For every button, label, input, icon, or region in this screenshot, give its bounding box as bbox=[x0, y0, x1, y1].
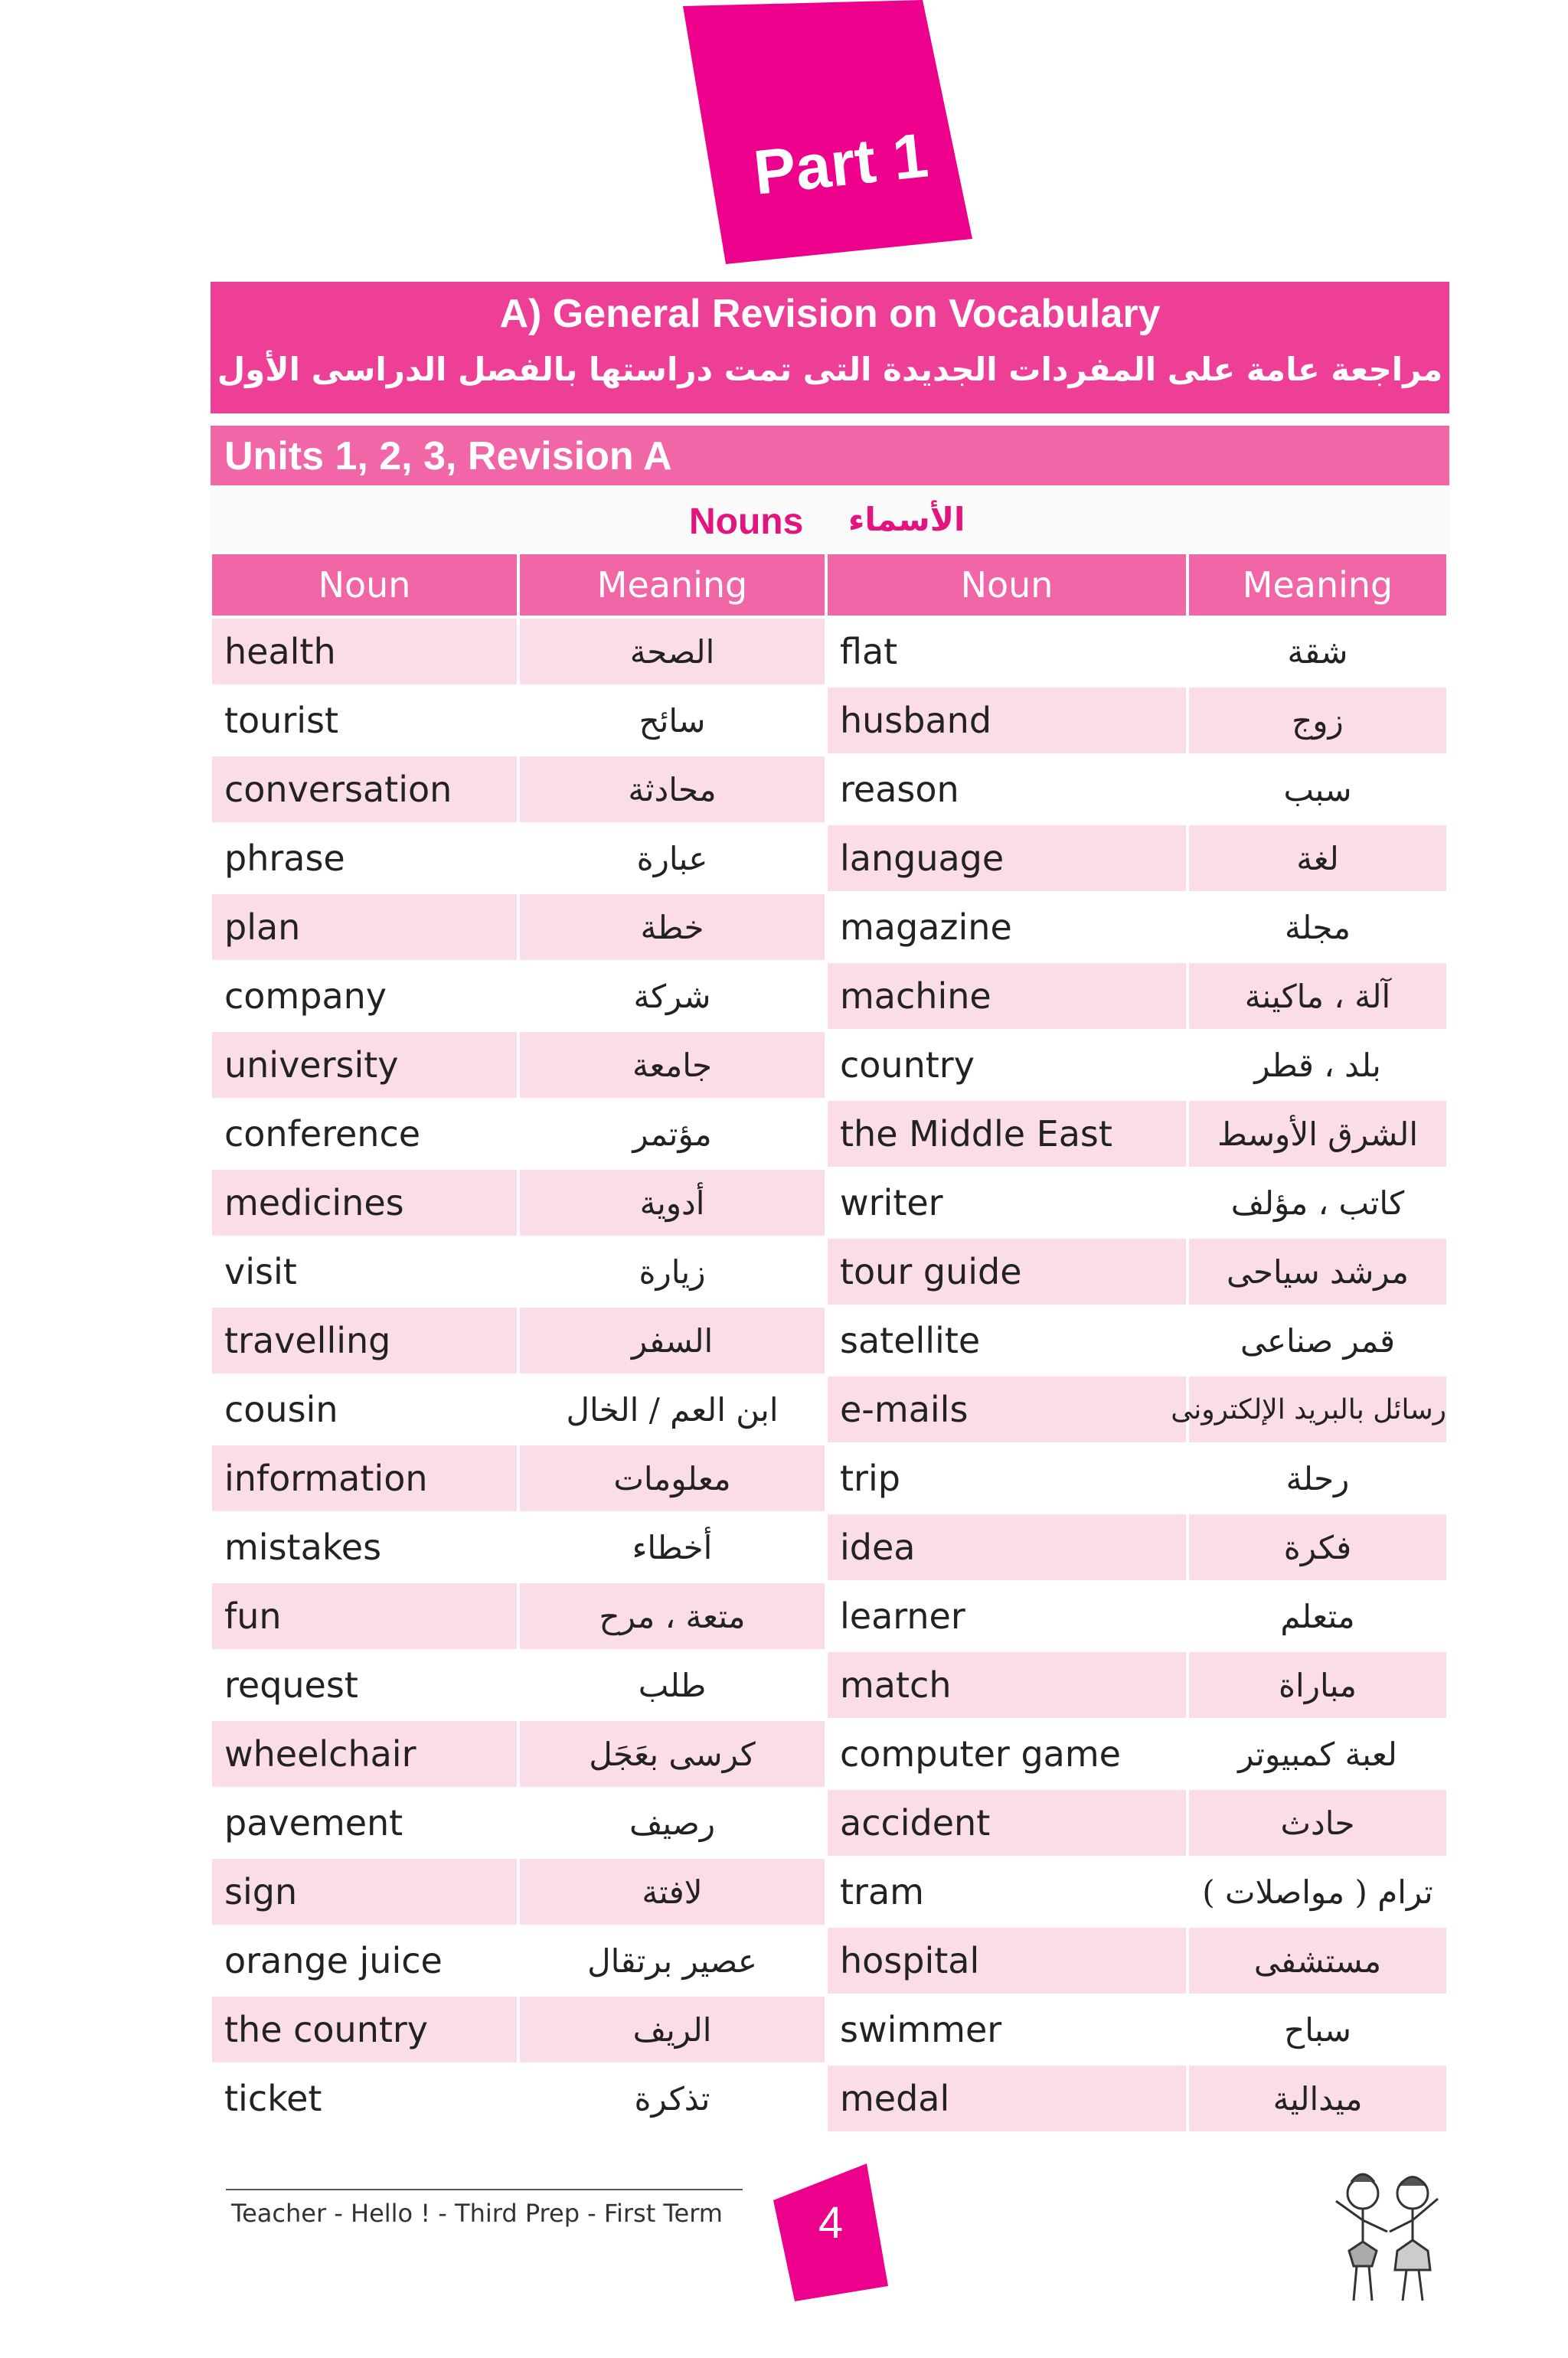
table-row bbox=[212, 894, 1446, 960]
header-meaning-right: Meaning bbox=[1189, 554, 1446, 616]
meaning-cell: مؤتمر bbox=[520, 1101, 825, 1167]
noun-cell: hospital bbox=[828, 1928, 1186, 1994]
noun-cell: company bbox=[212, 963, 517, 1029]
table-row bbox=[212, 1101, 1446, 1167]
noun-cell: wheelchair bbox=[212, 1721, 517, 1787]
table-row bbox=[212, 1239, 1446, 1305]
meaning-cell: لعبة كمبيوتر bbox=[1189, 1721, 1446, 1787]
noun-cell: swimmer bbox=[828, 1997, 1186, 2062]
noun-cell: plan bbox=[212, 894, 517, 960]
noun-cell: sign bbox=[212, 1859, 517, 1925]
meaning-cell: ترام ( مواصلات ) bbox=[1189, 1859, 1446, 1925]
noun-cell: request bbox=[212, 1652, 517, 1718]
meaning-cell: جامعة bbox=[520, 1032, 825, 1098]
meaning-cell: فكرة bbox=[1189, 1514, 1446, 1580]
noun-cell: medal bbox=[828, 2066, 1186, 2131]
meaning-cell: السفر bbox=[520, 1308, 825, 1373]
noun-cell: match bbox=[828, 1652, 1186, 1718]
noun-cell: country bbox=[828, 1032, 1186, 1098]
meaning-cell: الشرق الأوسط bbox=[1189, 1101, 1446, 1167]
header-noun-left: Noun bbox=[212, 554, 517, 616]
meaning-cell: عصير برتقال bbox=[520, 1928, 825, 1994]
meaning-cell: مستشفى bbox=[1189, 1928, 1446, 1994]
table-row bbox=[212, 1445, 1446, 1511]
nouns-strip bbox=[211, 490, 1449, 551]
header-noun-right: Noun bbox=[828, 554, 1186, 616]
meaning-cell: حادث bbox=[1189, 1790, 1446, 1856]
meaning-cell: مباراة bbox=[1189, 1652, 1446, 1718]
meaning-cell: قمر صناعى bbox=[1189, 1308, 1446, 1373]
nouns-label-ar: الأسماء bbox=[848, 501, 965, 538]
meaning-cell: آلة ، ماكينة bbox=[1189, 963, 1446, 1029]
table-row bbox=[212, 2066, 1446, 2131]
table-row bbox=[212, 1721, 1446, 1787]
noun-cell: conference bbox=[212, 1101, 517, 1167]
meaning-cell: زيارة bbox=[520, 1239, 825, 1305]
meaning-cell: الريف bbox=[520, 1997, 825, 2062]
noun-cell: magazine bbox=[828, 894, 1186, 960]
noun-cell: satellite bbox=[828, 1308, 1186, 1373]
table-row bbox=[212, 1583, 1446, 1649]
table-header-row bbox=[212, 554, 1446, 616]
footer-text: Teacher - Hello ! - Third Prep - First Term bbox=[231, 2199, 723, 2228]
noun-cell: ticket bbox=[212, 2066, 517, 2131]
noun-cell: cousin bbox=[212, 1377, 517, 1442]
table-row bbox=[212, 1514, 1446, 1580]
meaning-cell: ابن العم / الخال bbox=[520, 1377, 825, 1442]
noun-cell: tour guide bbox=[828, 1239, 1186, 1305]
meaning-cell: لافتة bbox=[520, 1859, 825, 1925]
table-row bbox=[212, 1308, 1446, 1373]
table-row bbox=[212, 687, 1446, 753]
noun-cell: husband bbox=[828, 687, 1186, 753]
noun-cell: idea bbox=[828, 1514, 1186, 1580]
meaning-cell: رصيف bbox=[520, 1790, 825, 1856]
meaning-cell: تذكرة bbox=[520, 2066, 825, 2131]
units-bar bbox=[211, 426, 1449, 485]
nouns-label-en: Nouns bbox=[689, 501, 804, 542]
meaning-cell: كرسى بعَجَل bbox=[520, 1721, 825, 1787]
meaning-cell: شقة bbox=[1189, 619, 1446, 684]
noun-cell: language bbox=[828, 825, 1186, 891]
noun-cell: tram bbox=[828, 1859, 1186, 1925]
header-meaning-left: Meaning bbox=[520, 554, 825, 616]
noun-cell: trip bbox=[828, 1445, 1186, 1511]
vocab-table-wrap bbox=[209, 551, 1446, 2134]
meaning-cell: متعة ، مرح bbox=[520, 1583, 825, 1649]
noun-cell: writer bbox=[828, 1170, 1186, 1236]
noun-cell: travelling bbox=[212, 1308, 517, 1373]
meaning-cell: ميدالية bbox=[1189, 2066, 1446, 2131]
noun-cell: university bbox=[212, 1032, 517, 1098]
part-banner bbox=[0, 0, 1568, 276]
noun-cell: information bbox=[212, 1445, 517, 1511]
table-row bbox=[212, 963, 1446, 1029]
noun-cell: e-mails bbox=[828, 1377, 1186, 1442]
noun-cell: pavement bbox=[212, 1790, 517, 1856]
meaning-cell: بلد ، قطر bbox=[1189, 1032, 1446, 1098]
noun-cell: phrase bbox=[212, 825, 517, 891]
meaning-cell: الصحة bbox=[520, 619, 825, 684]
table-row bbox=[212, 1928, 1446, 1994]
table-row bbox=[212, 1997, 1446, 2062]
table-row bbox=[212, 1377, 1446, 1442]
noun-cell: the country bbox=[212, 1997, 517, 2062]
footer-divider bbox=[226, 2189, 743, 2190]
meaning-cell: رسائل بالبريد الإلكترونى bbox=[1189, 1377, 1446, 1442]
table-row bbox=[212, 1032, 1446, 1098]
section-header bbox=[211, 282, 1449, 413]
units-label: Units 1, 2, 3, Revision A bbox=[224, 434, 672, 478]
meaning-cell: عبارة bbox=[520, 825, 825, 891]
part-title: Part 1 bbox=[750, 120, 932, 208]
meaning-cell: مرشد سياحى bbox=[1189, 1239, 1446, 1305]
kids-illustration-icon bbox=[1317, 2159, 1455, 2312]
noun-cell: computer game bbox=[828, 1721, 1186, 1787]
noun-cell: learner bbox=[828, 1583, 1186, 1649]
meaning-cell: خطة bbox=[520, 894, 825, 960]
noun-cell: machine bbox=[828, 963, 1186, 1029]
header-title-ar: مراجعة عامة على المفردات الجديدة التى تمت دراستها بالفصل الدراسى الأول bbox=[217, 351, 1443, 388]
meaning-cell: كاتب ، مؤلف bbox=[1189, 1170, 1446, 1236]
meaning-cell: شركة bbox=[520, 963, 825, 1029]
meaning-cell: أدوية bbox=[520, 1170, 825, 1236]
meaning-cell: متعلم bbox=[1189, 1583, 1446, 1649]
meaning-cell: مجلة bbox=[1189, 894, 1446, 960]
table-row bbox=[212, 1859, 1446, 1925]
table-row bbox=[212, 756, 1446, 822]
noun-cell: accident bbox=[828, 1790, 1186, 1856]
meaning-cell: لغة bbox=[1189, 825, 1446, 891]
table-row bbox=[212, 619, 1446, 684]
meaning-cell: أخطاء bbox=[520, 1514, 825, 1580]
meaning-cell: سباح bbox=[1189, 1997, 1446, 2062]
vocab-table bbox=[209, 551, 1449, 2134]
noun-cell: orange juice bbox=[212, 1928, 517, 1994]
meaning-cell: سبب bbox=[1189, 756, 1446, 822]
noun-cell: tourist bbox=[212, 687, 517, 753]
header-title-en: A) General Revision on Vocabulary bbox=[499, 292, 1161, 336]
noun-cell: reason bbox=[828, 756, 1186, 822]
meaning-cell: طلب bbox=[520, 1652, 825, 1718]
table-row bbox=[212, 1170, 1446, 1236]
meaning-cell: محادثة bbox=[520, 756, 825, 822]
table-row bbox=[212, 825, 1446, 891]
noun-cell: visit bbox=[212, 1239, 517, 1305]
noun-cell: the Middle East bbox=[828, 1101, 1186, 1167]
table-row bbox=[212, 1652, 1446, 1718]
noun-cell: conversation bbox=[212, 756, 517, 822]
table-row bbox=[212, 1790, 1446, 1856]
noun-cell: health bbox=[212, 619, 517, 684]
meaning-cell: زوج bbox=[1189, 687, 1446, 753]
meaning-cell: سائح bbox=[520, 687, 825, 753]
noun-cell: fun bbox=[212, 1583, 517, 1649]
noun-cell: mistakes bbox=[212, 1514, 517, 1580]
noun-cell: flat bbox=[828, 619, 1186, 684]
meaning-cell: رحلة bbox=[1189, 1445, 1446, 1511]
noun-cell: medicines bbox=[212, 1170, 517, 1236]
meaning-cell: معلومات bbox=[520, 1445, 825, 1511]
page-number: 4 bbox=[818, 2198, 844, 2248]
